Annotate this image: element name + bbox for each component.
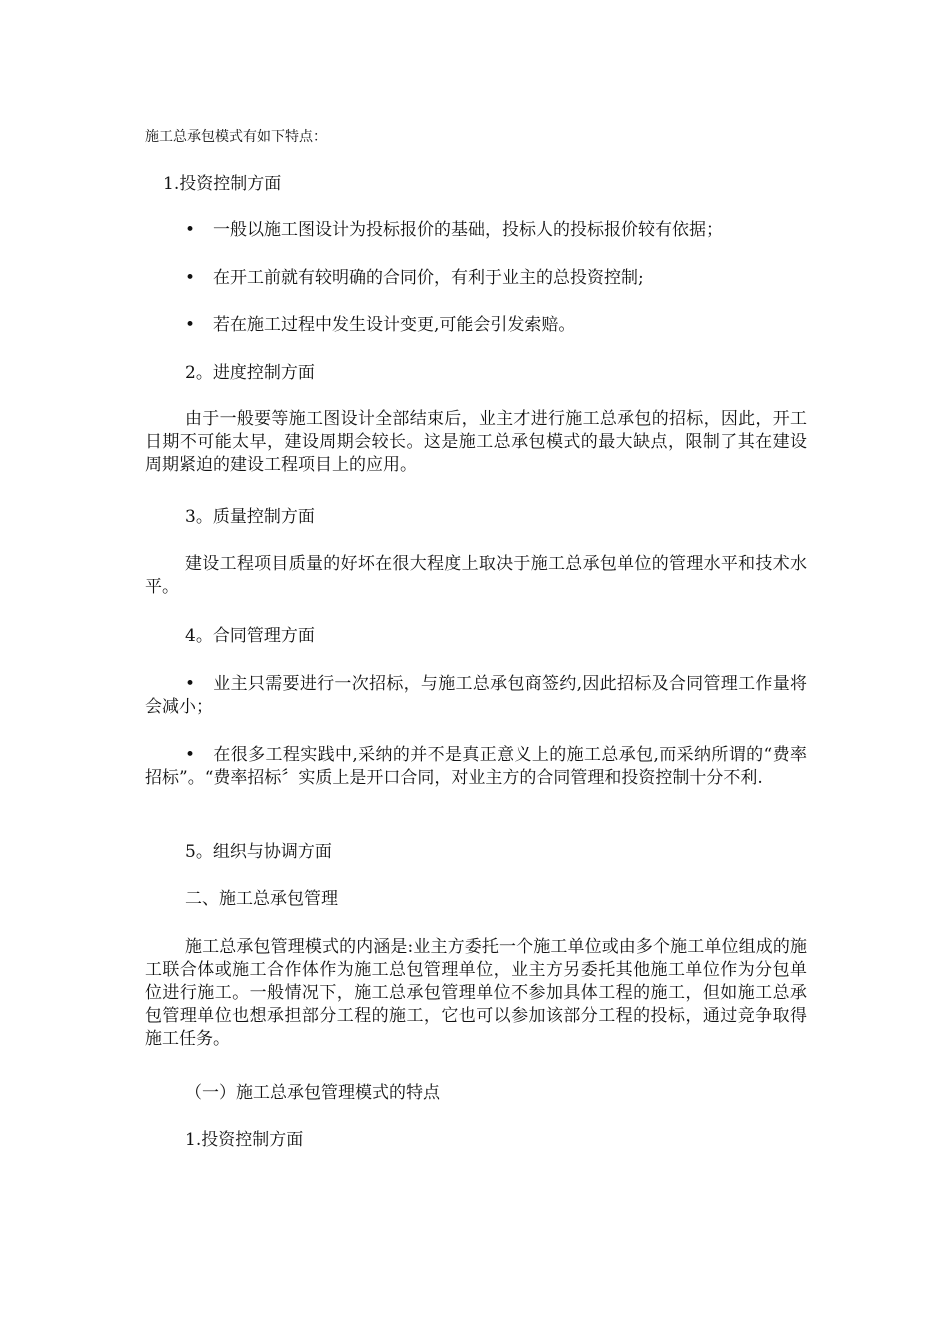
bullet-icon: • bbox=[185, 315, 196, 335]
section-2-body: 由于一般要等施工图设计全部结束后，业主才进行施工总承包的招标，因此，开工日期不可能太早，建设周期会较长。这是施工总承包模式的最大缺点，限制了其在建设周期紧迫的建设工程项目上的应用。 bbox=[145, 409, 807, 475]
section-1-bullet bbox=[145, 314, 807, 337]
bullet-text: 业主只需要进行一次招标，与施工总承包商签约,因此招标及合同管理工作量将会减小； bbox=[145, 674, 807, 717]
part-2-body: 施工总承包管理模式的内涵是:业主方委托一个施工单位或由多个施工单位组成的施工联合体或施工合作体作为施工总包管理单位，业主方另委托其他施工单位作为分包单位进行施工。一般情况下，施工总承包管理单位不参加具体工程的施工，但如施工总承包管理单位也想承担部分工程的施工，它也可以参加该部分工程的投标，通过竞争取得施工任务。 bbox=[145, 937, 807, 1049]
section-3-heading: 3。质量控制方面 bbox=[185, 507, 315, 527]
bullet-icon: • bbox=[185, 268, 196, 288]
subsection-1-heading: （一）施工总承包管理模式的特点 bbox=[185, 1083, 440, 1103]
bullet-text: 一般以施工图设计为投标报价的基础，投标人的投标报价较有依据； bbox=[213, 220, 723, 240]
subsection-1-item-1: 1.投资控制方面 bbox=[185, 1130, 304, 1150]
section-1-heading: 1.投资控制方面 bbox=[163, 174, 282, 194]
section-1-bullet bbox=[145, 219, 807, 242]
section-1-bullet bbox=[145, 267, 807, 290]
section-4-bullet bbox=[145, 744, 807, 790]
section-3-body: 建设工程项目质量的好坏在很大程度上取决于施工总承包单位的管理水平和技术水平。 bbox=[145, 554, 807, 597]
intro-text: 施工总承包模式有如下特点： bbox=[145, 129, 327, 145]
bullet-icon: • bbox=[185, 674, 196, 694]
bullet-icon: • bbox=[185, 745, 196, 765]
bullet-text: 若在施工过程中发生设计变更,可能会引发索赔。 bbox=[213, 315, 576, 335]
section-4-heading: 4。合同管理方面 bbox=[185, 626, 315, 646]
section-2-heading: 2。进度控制方面 bbox=[185, 363, 315, 383]
section-5-heading: 5。组织与协调方面 bbox=[185, 842, 332, 862]
part-2-heading: 二、施工总承包管理 bbox=[185, 889, 338, 909]
section-4-bullet bbox=[145, 673, 807, 719]
bullet-icon: • bbox=[185, 220, 196, 240]
bullet-text: 在开工前就有较明确的合同价，有利于业主的总投资控制; bbox=[213, 268, 644, 288]
bullet-text: 在很多工程实践中,采纳的并不是真正意义上的施工总承包,而采纳所谓的“费率招标”。“费率招标〞实质上是开口合同，对业主方的合同管理和投资控制十分不利. bbox=[145, 745, 807, 788]
